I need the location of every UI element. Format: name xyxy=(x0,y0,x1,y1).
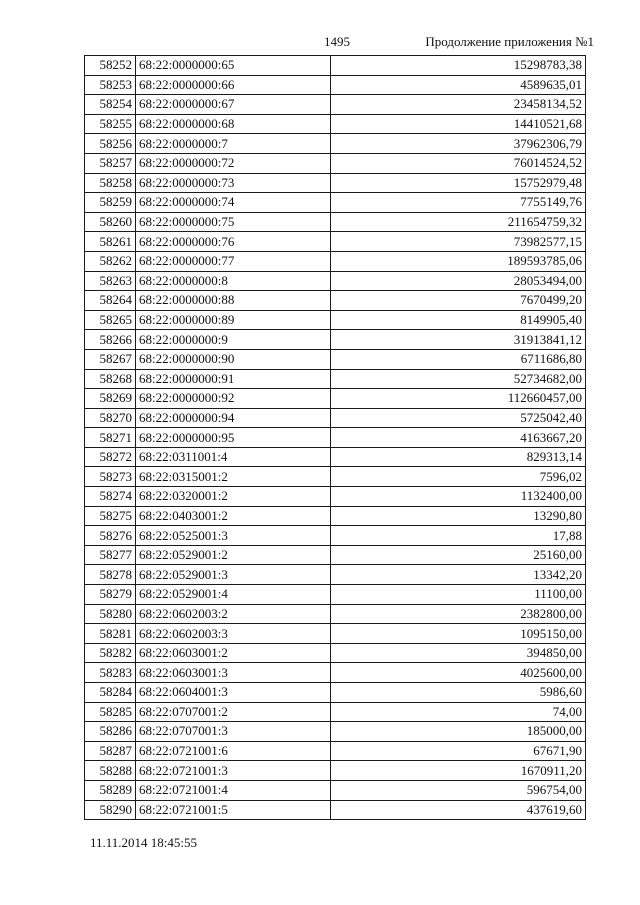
cadastral-number: 68:22:0000000:67 xyxy=(136,95,331,115)
cadastral-value: 31913841,12 xyxy=(331,330,586,350)
table-row xyxy=(85,75,586,95)
table-row xyxy=(85,56,586,76)
cadastral-value: 4589635,01 xyxy=(331,75,586,95)
table-row xyxy=(85,545,586,565)
cadastral-value: 596754,00 xyxy=(331,780,586,800)
page-number: 1495 xyxy=(324,34,350,49)
cadastral-value: 73982577,15 xyxy=(331,232,586,252)
cadastral-value: 4163667,20 xyxy=(331,428,586,448)
table-row xyxy=(85,291,586,311)
cadastral-value: 37962306,79 xyxy=(331,134,586,154)
table-row xyxy=(85,153,586,173)
cadastral-value: 52734682,00 xyxy=(331,369,586,389)
table-row xyxy=(85,683,586,703)
cadastral-number: 68:22:0000000:90 xyxy=(136,349,331,369)
table-row xyxy=(85,428,586,448)
cadastral-value: 5986,60 xyxy=(331,683,586,703)
cadastral-number: 68:22:0602003:2 xyxy=(136,604,331,624)
row-number: 58256 xyxy=(85,134,136,154)
row-number: 58276 xyxy=(85,526,136,546)
table-row xyxy=(85,780,586,800)
row-number: 58267 xyxy=(85,349,136,369)
cadastral-number: 68:22:0707001:2 xyxy=(136,702,331,722)
cadastral-number: 68:22:0000000:7 xyxy=(136,134,331,154)
cadastral-value: 8149905,40 xyxy=(331,310,586,330)
cadastral-value: 1095150,00 xyxy=(331,624,586,644)
table-row xyxy=(85,232,586,252)
table-row xyxy=(85,310,586,330)
cadastral-value: 15298783,38 xyxy=(331,56,586,76)
cadastral-number: 68:22:0311001:4 xyxy=(136,447,331,467)
table-row xyxy=(85,447,586,467)
row-number: 58274 xyxy=(85,487,136,507)
row-number: 58290 xyxy=(85,800,136,820)
row-number: 58273 xyxy=(85,467,136,487)
cadastral-number: 68:22:0000000:88 xyxy=(136,291,331,311)
cadastral-value: 829313,14 xyxy=(331,447,586,467)
row-number: 58271 xyxy=(85,428,136,448)
cadastral-number: 68:22:0000000:76 xyxy=(136,232,331,252)
cadastral-value: 1132400,00 xyxy=(331,487,586,507)
cadastral-number: 68:22:0603001:2 xyxy=(136,643,331,663)
row-number: 58253 xyxy=(85,75,136,95)
cadastral-value: 13342,20 xyxy=(331,565,586,585)
cadastral-value: 76014524,52 xyxy=(331,153,586,173)
row-number: 58279 xyxy=(85,585,136,605)
table-row xyxy=(85,624,586,644)
row-number: 58263 xyxy=(85,271,136,291)
cadastral-number: 68:22:0721001:4 xyxy=(136,780,331,800)
row-number: 58281 xyxy=(85,624,136,644)
table-row xyxy=(85,369,586,389)
cadastral-number: 68:22:0604001:3 xyxy=(136,683,331,703)
table-row xyxy=(85,761,586,781)
table-row xyxy=(85,643,586,663)
table-row xyxy=(85,487,586,507)
row-number: 58254 xyxy=(85,95,136,115)
cadastral-value: 7670499,20 xyxy=(331,291,586,311)
cadastral-number: 68:22:0525001:3 xyxy=(136,526,331,546)
cadastral-value-table xyxy=(84,55,586,820)
cadastral-value: 74,00 xyxy=(331,702,586,722)
row-number: 58255 xyxy=(85,114,136,134)
cadastral-number: 68:22:0000000:72 xyxy=(136,153,331,173)
cadastral-number: 68:22:0721001:5 xyxy=(136,800,331,820)
cadastral-value: 4025600,00 xyxy=(331,663,586,683)
row-number: 58287 xyxy=(85,741,136,761)
row-number: 58286 xyxy=(85,722,136,742)
cadastral-value: 5725042,40 xyxy=(331,408,586,428)
cadastral-number: 68:22:0000000:9 xyxy=(136,330,331,350)
cadastral-value: 28053494,00 xyxy=(331,271,586,291)
cadastral-value: 23458134,52 xyxy=(331,95,586,115)
table-row xyxy=(85,506,586,526)
cadastral-value: 112660457,00 xyxy=(331,389,586,409)
table-row xyxy=(85,604,586,624)
table-row xyxy=(85,95,586,115)
cadastral-number: 68:22:0000000:68 xyxy=(136,114,331,134)
row-number: 58277 xyxy=(85,545,136,565)
cadastral-value: 7596,02 xyxy=(331,467,586,487)
row-number: 58265 xyxy=(85,310,136,330)
table-body xyxy=(85,56,586,820)
cadastral-number: 68:22:0529001:4 xyxy=(136,585,331,605)
cadastral-number: 68:22:0000000:92 xyxy=(136,389,331,409)
cadastral-number: 68:22:0602003:3 xyxy=(136,624,331,644)
table-row xyxy=(85,271,586,291)
row-number: 58280 xyxy=(85,604,136,624)
row-number: 58262 xyxy=(85,251,136,271)
cadastral-number: 68:22:0721001:6 xyxy=(136,741,331,761)
table-row xyxy=(85,212,586,232)
cadastral-number: 68:22:0000000:74 xyxy=(136,193,331,213)
cadastral-number: 68:22:0529001:2 xyxy=(136,545,331,565)
table-row xyxy=(85,193,586,213)
cadastral-number: 68:22:0315001:2 xyxy=(136,467,331,487)
cadastral-number: 68:22:0000000:75 xyxy=(136,212,331,232)
table-row xyxy=(85,467,586,487)
cadastral-value: 15752979,48 xyxy=(331,173,586,193)
row-number: 58282 xyxy=(85,643,136,663)
table-row xyxy=(85,800,586,820)
cadastral-value: 6711686,80 xyxy=(331,349,586,369)
cadastral-number: 68:22:0000000:65 xyxy=(136,56,331,76)
cadastral-number: 68:22:0000000:73 xyxy=(136,173,331,193)
table-row xyxy=(85,663,586,683)
row-number: 58288 xyxy=(85,761,136,781)
table-row xyxy=(85,585,586,605)
cadastral-value: 185000,00 xyxy=(331,722,586,742)
row-number: 58270 xyxy=(85,408,136,428)
cadastral-value: 11100,00 xyxy=(331,585,586,605)
table-row xyxy=(85,526,586,546)
row-number: 58257 xyxy=(85,153,136,173)
table-row xyxy=(85,565,586,585)
cadastral-number: 68:22:0000000:95 xyxy=(136,428,331,448)
row-number: 58259 xyxy=(85,193,136,213)
cadastral-value: 67671,90 xyxy=(331,741,586,761)
cadastral-number: 68:22:0000000:8 xyxy=(136,271,331,291)
cadastral-number: 68:22:0000000:89 xyxy=(136,310,331,330)
cadastral-value: 2382800,00 xyxy=(331,604,586,624)
row-number: 58283 xyxy=(85,663,136,683)
cadastral-value: 1670911,20 xyxy=(331,761,586,781)
row-number: 58275 xyxy=(85,506,136,526)
table-row xyxy=(85,330,586,350)
cadastral-number: 68:22:0320001:2 xyxy=(136,487,331,507)
cadastral-number: 68:22:0603001:3 xyxy=(136,663,331,683)
row-number: 58269 xyxy=(85,389,136,409)
cadastral-number: 68:22:0000000:66 xyxy=(136,75,331,95)
cadastral-number: 68:22:0529001:3 xyxy=(136,565,331,585)
cadastral-value: 394850,00 xyxy=(331,643,586,663)
table-row xyxy=(85,134,586,154)
table-row xyxy=(85,349,586,369)
cadastral-number: 68:22:0000000:94 xyxy=(136,408,331,428)
row-number: 58258 xyxy=(85,173,136,193)
continuation-note: Продолжение приложения №1 xyxy=(425,34,594,49)
cadastral-value: 17,88 xyxy=(331,526,586,546)
cadastral-value: 211654759,32 xyxy=(331,212,586,232)
table-row xyxy=(85,702,586,722)
table-row xyxy=(85,722,586,742)
row-number: 58272 xyxy=(85,447,136,467)
cadastral-value: 437619,60 xyxy=(331,800,586,820)
cadastral-value: 14410521,68 xyxy=(331,114,586,134)
cadastral-value: 25160,00 xyxy=(331,545,586,565)
table-row xyxy=(85,173,586,193)
row-number: 58285 xyxy=(85,702,136,722)
table-row xyxy=(85,251,586,271)
row-number: 58266 xyxy=(85,330,136,350)
table-row xyxy=(85,114,586,134)
table-row xyxy=(85,408,586,428)
cadastral-number: 68:22:0000000:91 xyxy=(136,369,331,389)
table-row xyxy=(85,741,586,761)
row-number: 58261 xyxy=(85,232,136,252)
cadastral-value: 189593785,06 xyxy=(331,251,586,271)
cadastral-value: 13290,80 xyxy=(331,506,586,526)
cadastral-value: 7755149,76 xyxy=(331,193,586,213)
row-number: 58252 xyxy=(85,56,136,76)
table-row xyxy=(85,389,586,409)
row-number: 58268 xyxy=(85,369,136,389)
cadastral-number: 68:22:0721001:3 xyxy=(136,761,331,781)
row-number: 58278 xyxy=(85,565,136,585)
print-timestamp: 11.11.2014 18:45:55 xyxy=(90,835,198,850)
row-number: 58260 xyxy=(85,212,136,232)
cadastral-number: 68:22:0000000:77 xyxy=(136,251,331,271)
row-number: 58264 xyxy=(85,291,136,311)
cadastral-number: 68:22:0403001:2 xyxy=(136,506,331,526)
cadastral-number: 68:22:0707001:3 xyxy=(136,722,331,742)
row-number: 58289 xyxy=(85,780,136,800)
row-number: 58284 xyxy=(85,683,136,703)
